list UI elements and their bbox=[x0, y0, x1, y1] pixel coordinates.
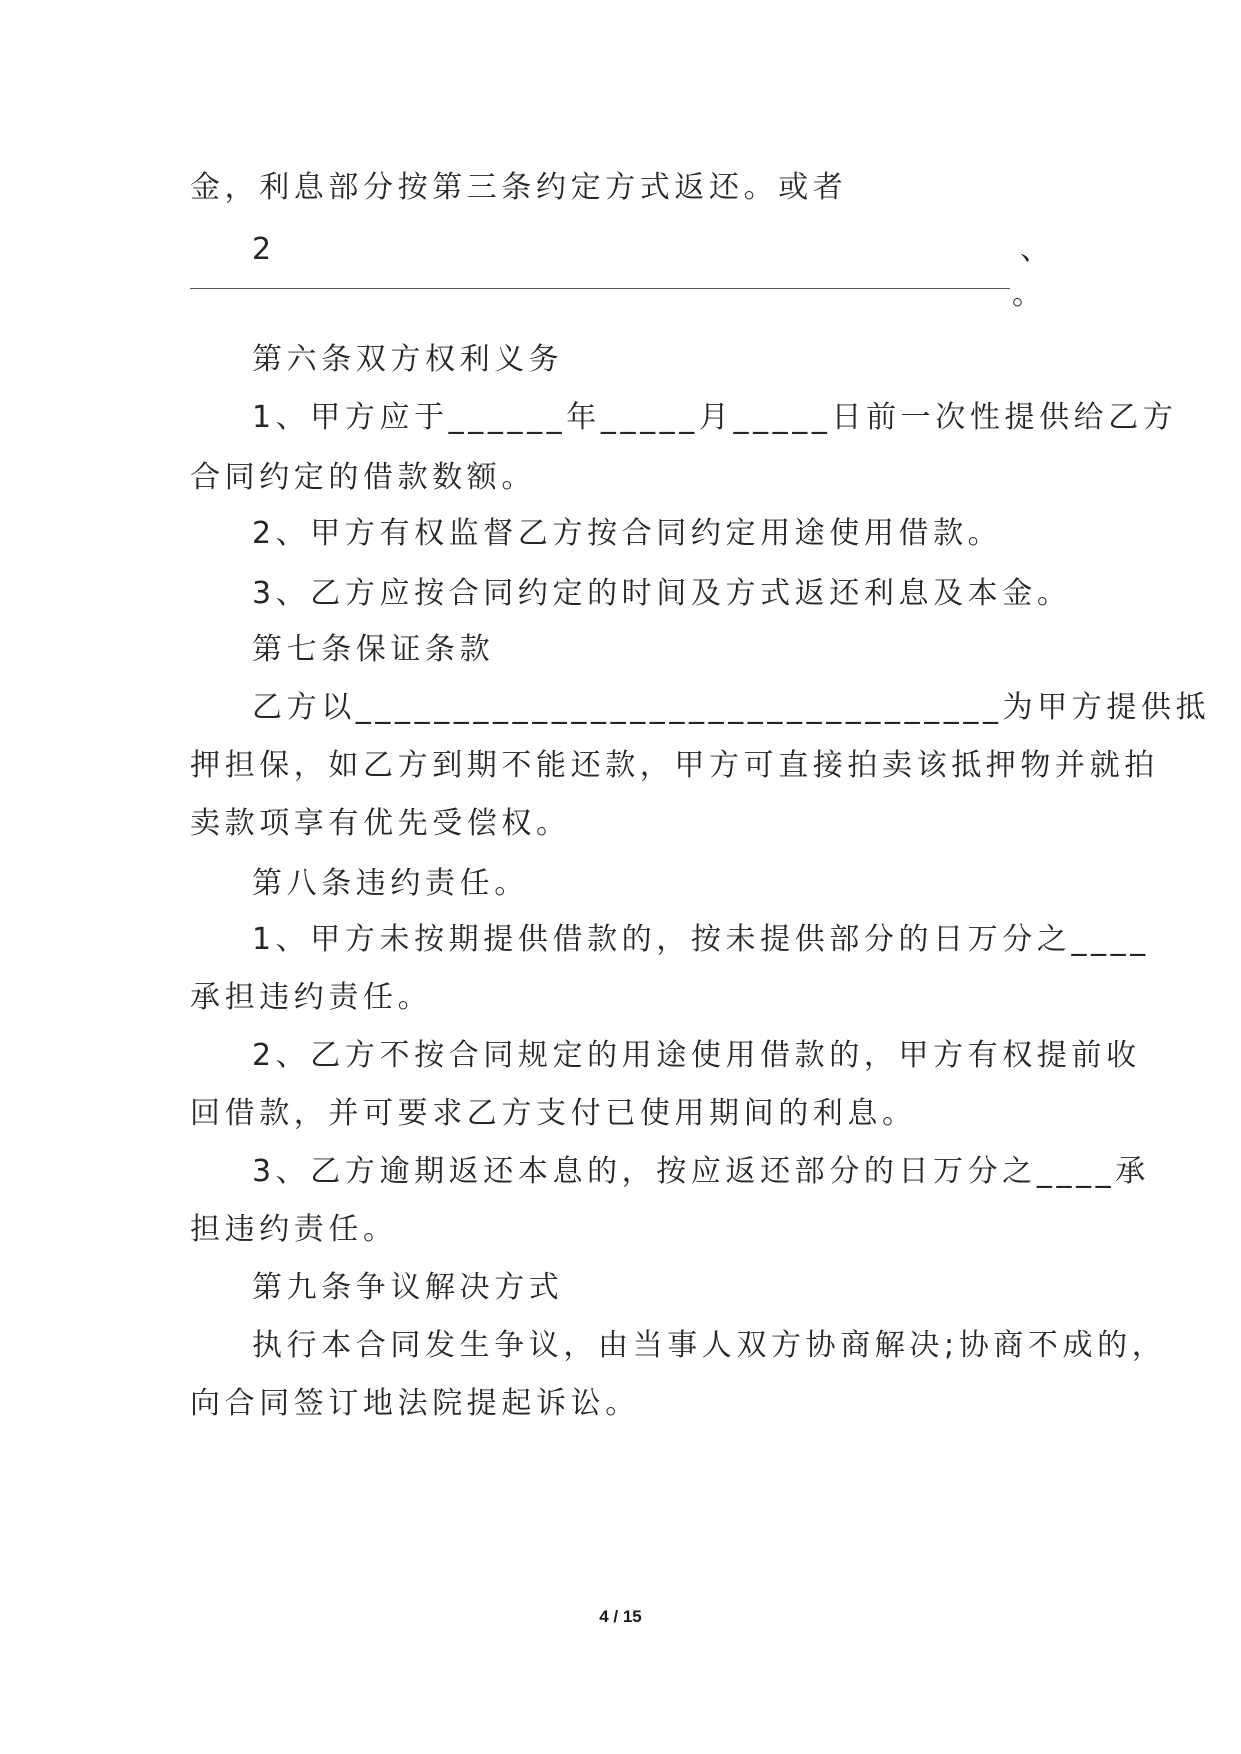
text-line: 2、乙方不按合同规定的用途使用借款的，甲方有权提前收 bbox=[252, 1038, 1141, 1073]
text-line: 向合同签订地法院提起诉讼。 bbox=[190, 1386, 640, 1421]
text-line: 担违约责任。 bbox=[190, 1212, 398, 1247]
item-number: 2 bbox=[252, 232, 272, 267]
section-heading: 第八条违约责任。 bbox=[252, 866, 529, 901]
section-heading: 第六条双方权利义务 bbox=[252, 342, 564, 377]
text-line: 2、甲方有权监督乙方按合同约定用途使用借款。 bbox=[252, 516, 1003, 551]
text-line: 3、乙方逾期返还本息的，按应返还部分的日万分之____承 bbox=[252, 1154, 1150, 1189]
text-line: 金，利息部分按第三条约定方式返还。或者 bbox=[190, 170, 848, 205]
text-line: 执行本合同发生争议，由当事人双方协商解决;协商不成的， bbox=[252, 1328, 1167, 1363]
text-line: 卖款项享有优先受偿权。 bbox=[190, 806, 571, 841]
text-line: 3、乙方应按合同约定的时间及方式返还利息及本金。 bbox=[252, 576, 1072, 611]
text-line: 合同约定的借款数额。 bbox=[190, 460, 536, 495]
text-line: 1、甲方未按期提供借款的，按未提供部分的日万分之____ bbox=[252, 922, 1150, 957]
blank-line bbox=[190, 288, 1010, 289]
text-line: 乙方以_________________________________为甲方提供抵 bbox=[252, 690, 1211, 725]
section-heading: 第九条争议解决方式 bbox=[252, 1270, 564, 1305]
section-heading: 第七条保证条款 bbox=[252, 632, 495, 667]
item-2-line bbox=[252, 230, 1050, 270]
text-line: 承担违约责任。 bbox=[190, 980, 433, 1015]
text-line: 1、甲方应于______年_____月_____日前一次性提供给乙方 bbox=[252, 400, 1178, 435]
end-mark: 。 bbox=[1012, 277, 1047, 312]
text-line: 回借款，并可要求乙方支付已使用期间的利息。 bbox=[190, 1096, 917, 1131]
item-mark: 、 bbox=[1020, 232, 1050, 267]
text-line: 押担保，如乙方到期不能还款，甲方可直接拍卖该抵押物并就拍 bbox=[190, 748, 1159, 783]
page-number: 4 / 15 bbox=[599, 1607, 642, 1626]
